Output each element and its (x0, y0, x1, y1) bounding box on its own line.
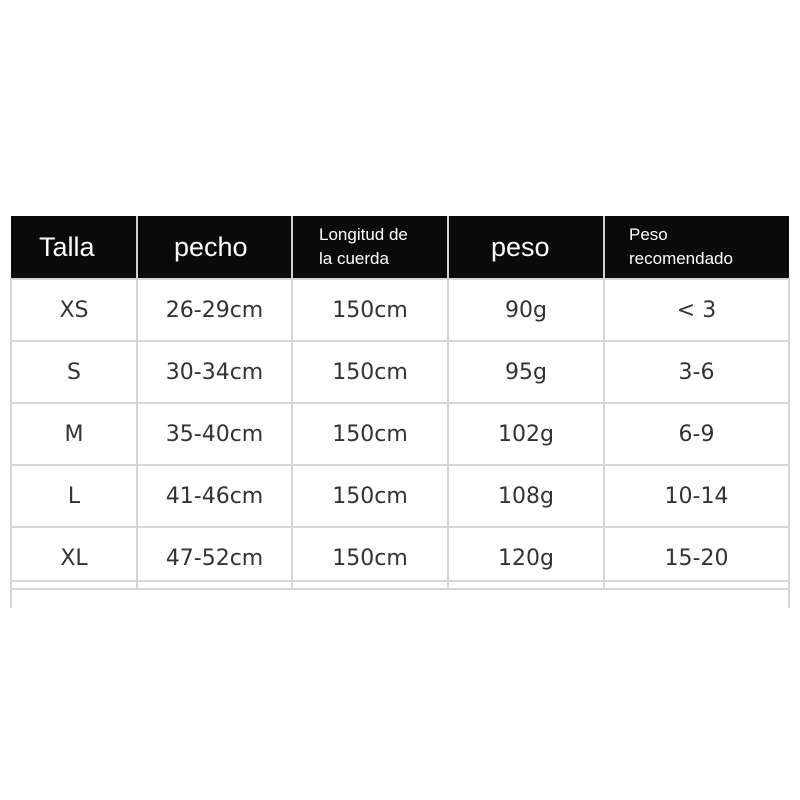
cell-pecho: 47-52cm (137, 527, 292, 589)
cell-pecho: 35-40cm (137, 403, 292, 465)
cell-talla: M (11, 403, 137, 465)
table-row (11, 279, 789, 341)
cell-peso: 102g (448, 403, 604, 465)
table-row (11, 403, 789, 465)
header-talla: Talla (11, 216, 137, 279)
cell-peso-recomendado: 15-20 (604, 527, 789, 589)
header-longitud-cuerda: Longitud de la cuerda (292, 216, 448, 279)
cell-pecho: 41-46cm (137, 465, 292, 527)
cell-peso: 120g (448, 527, 604, 589)
cell-peso: 95g (448, 341, 604, 403)
cell-peso: 108g (448, 465, 604, 527)
table-row (11, 341, 789, 403)
header-peso: peso (448, 216, 604, 279)
cell-pecho: 26-29cm (137, 279, 292, 341)
cell-talla: L (11, 465, 137, 527)
cell-talla: S (11, 341, 137, 403)
cell-pecho: 30-34cm (137, 341, 292, 403)
cell-peso: 90g (448, 279, 604, 341)
cell-peso-recomendado: 3-6 (604, 341, 789, 403)
cell-talla: XS (11, 279, 137, 341)
cell-peso-recomendado: 10-14 (604, 465, 789, 527)
empty-trailing-row (10, 580, 790, 608)
size-chart-table (10, 216, 790, 590)
header-peso-recomendado: Peso recomendado (604, 216, 789, 279)
cell-longitud: 150cm (292, 279, 448, 341)
cell-longitud: 150cm (292, 403, 448, 465)
cell-longitud: 150cm (292, 527, 448, 589)
cell-longitud: 150cm (292, 465, 448, 527)
cell-peso-recomendado: 6-9 (604, 403, 789, 465)
table-row (11, 465, 789, 527)
cell-peso-recomendado: < 3 (604, 279, 789, 341)
table-header-row (11, 216, 789, 279)
cell-talla: XL (11, 527, 137, 589)
cell-longitud: 150cm (292, 341, 448, 403)
header-pecho: pecho (137, 216, 292, 279)
